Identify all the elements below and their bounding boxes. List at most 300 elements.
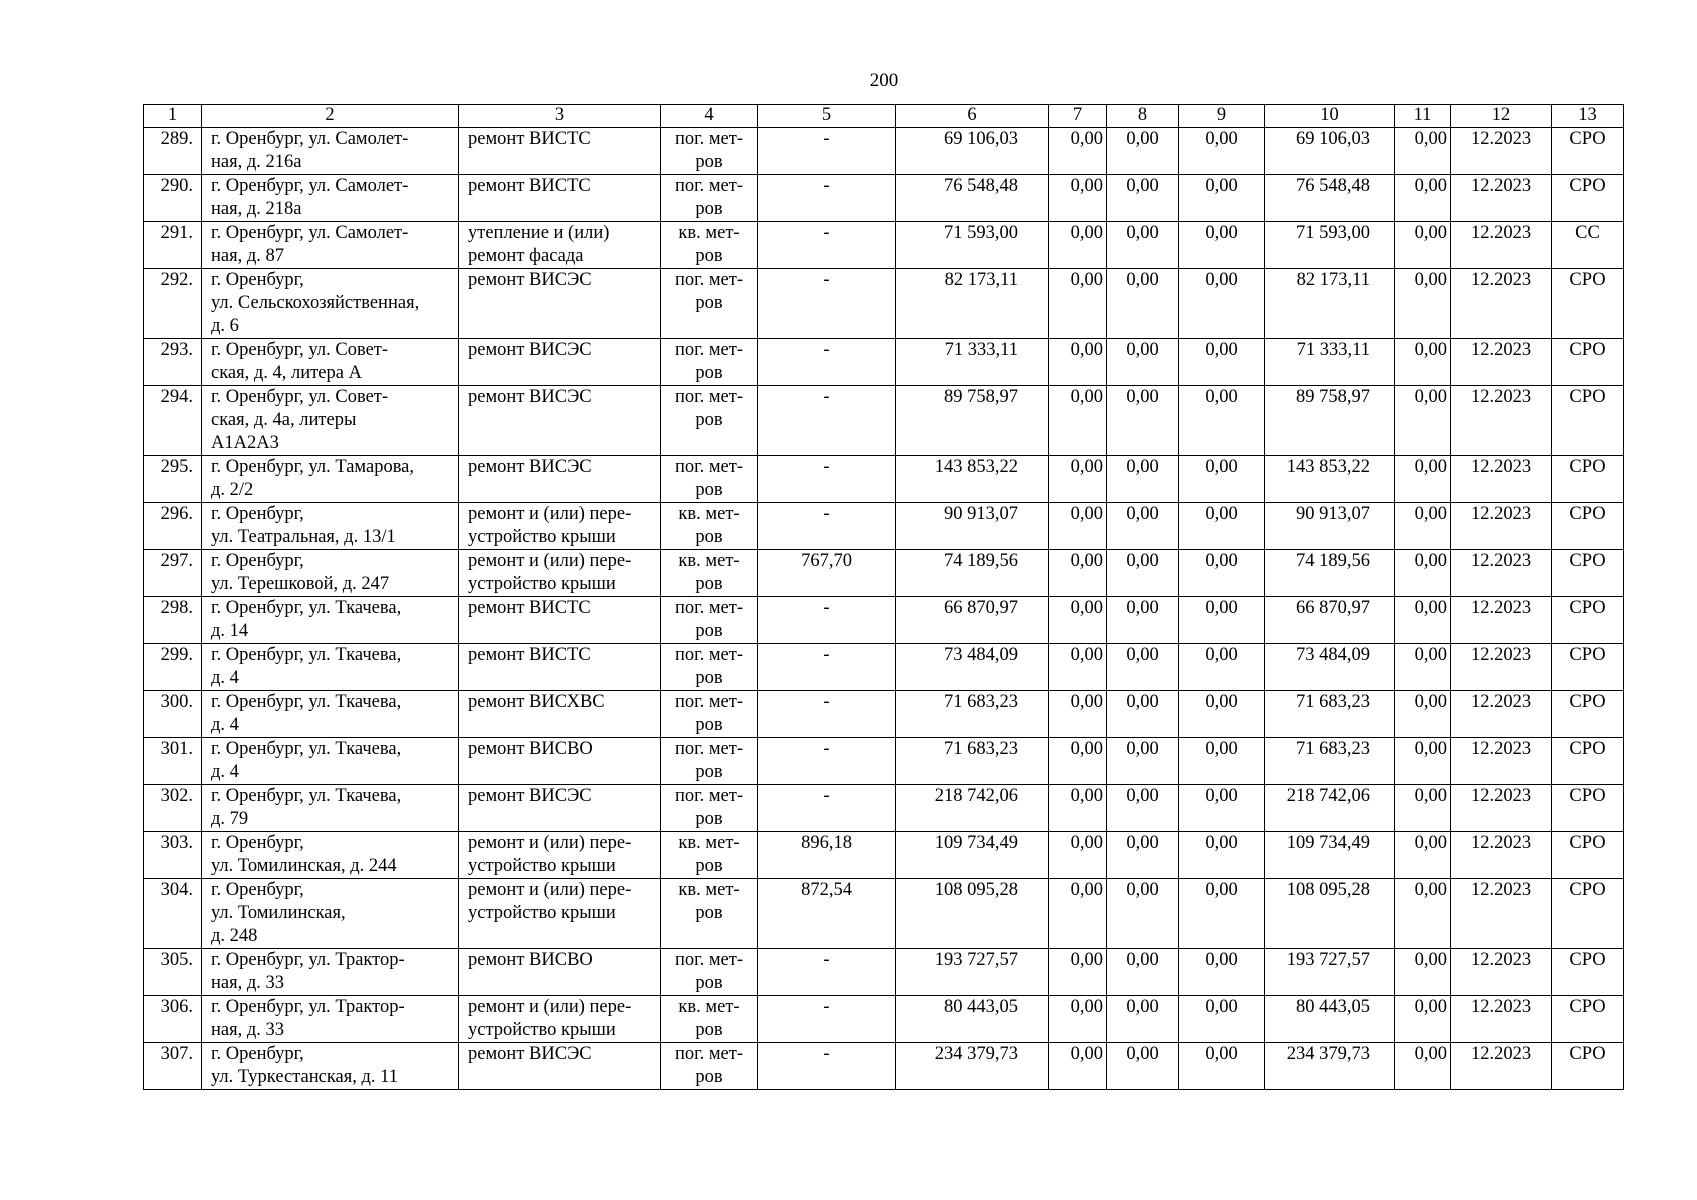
unit-cell-line: кв. мет- — [678, 504, 740, 524]
completion-date-cell: 12.2023 — [1451, 1043, 1552, 1090]
area-cell: - — [758, 269, 896, 339]
completion-date-cell: 12.2023 — [1451, 949, 1552, 996]
row-number: 290. — [144, 175, 202, 222]
address-cell — [202, 175, 459, 222]
area-cell: - — [758, 949, 896, 996]
unit-cell — [661, 691, 758, 738]
other-funds-cell: 0,00 — [1395, 550, 1451, 597]
address-cell — [202, 644, 459, 691]
unit-cell — [661, 644, 758, 691]
address-cell-line: д. 79 — [211, 809, 249, 829]
owners-funds-cell: 71 593,00 — [1265, 222, 1395, 269]
work-type-cell-line: ремонт ВИСТС — [468, 645, 591, 665]
fund-type-cell: СРО — [1552, 550, 1624, 597]
work-type-cell-line: устройство крыши — [468, 903, 616, 923]
work-type-cell-line: ремонт ВИСВО — [468, 950, 593, 970]
local-budget-cell: 0,00 — [1179, 456, 1265, 503]
address-cell — [202, 832, 459, 879]
work-type-cell-line: ремонт и (или) пере- — [468, 504, 632, 524]
local-budget-cell: 0,00 — [1179, 128, 1265, 175]
address-cell — [202, 386, 459, 456]
unit-cell-line: пог. мет- — [674, 340, 744, 360]
page-number: 200 — [869, 70, 899, 91]
column-number: 3 — [459, 105, 661, 128]
table-row — [144, 175, 1624, 222]
unit-cell — [661, 269, 758, 339]
unit-cell — [661, 996, 758, 1043]
total-cost-cell: 80 443,05 — [896, 996, 1049, 1043]
owners-funds-cell: 69 106,03 — [1265, 128, 1395, 175]
address-cell-line: г. Оренбург, ул. Ткачева, — [211, 645, 402, 665]
work-type-cell — [459, 738, 661, 785]
work-type-cell-line: устройство крыши — [468, 856, 616, 876]
address-cell-line: г. Оренбург, ул. Ткачева, — [211, 786, 402, 806]
local-budget-cell: 0,00 — [1179, 222, 1265, 269]
fund-type-cell: СРО — [1552, 832, 1624, 879]
table-row — [144, 222, 1624, 269]
address-cell-line: д. 6 — [211, 316, 239, 336]
regional-budget-cell: 0,00 — [1107, 269, 1179, 339]
unit-cell — [661, 738, 758, 785]
total-cost-cell: 90 913,07 — [896, 503, 1049, 550]
total-cost-cell: 108 095,28 — [896, 879, 1049, 949]
local-budget-cell: 0,00 — [1179, 503, 1265, 550]
fund-cell: 0,00 — [1049, 879, 1107, 949]
column-number-row — [144, 105, 1624, 128]
other-funds-cell: 0,00 — [1395, 949, 1451, 996]
other-funds-cell: 0,00 — [1395, 222, 1451, 269]
unit-cell-line: ров — [695, 199, 723, 219]
local-budget-cell: 0,00 — [1179, 785, 1265, 832]
area-cell: - — [758, 222, 896, 269]
unit-cell — [661, 456, 758, 503]
local-budget-cell: 0,00 — [1179, 550, 1265, 597]
unit-cell-line: ров — [695, 152, 723, 172]
unit-cell-line: пог. мет- — [674, 270, 744, 290]
unit-cell-line: ров — [695, 973, 723, 993]
work-type-cell — [459, 175, 661, 222]
fund-cell: 0,00 — [1049, 644, 1107, 691]
address-cell-line: г. Оренбург, ул. Ткачева, — [211, 692, 402, 712]
regional-budget-cell: 0,00 — [1107, 691, 1179, 738]
fund-type-cell: СРО — [1552, 644, 1624, 691]
completion-date-cell: 12.2023 — [1451, 996, 1552, 1043]
address-cell-line: ная, д. 33 — [211, 1020, 285, 1040]
regional-budget-cell: 0,00 — [1107, 879, 1179, 949]
work-type-cell — [459, 644, 661, 691]
fund-type-cell: СРО — [1552, 691, 1624, 738]
address-cell-line: д. 14 — [211, 621, 249, 641]
regional-budget-cell: 0,00 — [1107, 644, 1179, 691]
row-number: 301. — [144, 738, 202, 785]
address-cell-line: А1А2А3 — [211, 433, 279, 453]
table-row — [144, 339, 1624, 386]
table-body — [144, 105, 1624, 1090]
work-type-cell — [459, 456, 661, 503]
work-type-cell-line: ремонт ВИСТС — [468, 598, 591, 618]
area-cell: - — [758, 644, 896, 691]
address-cell-line: д. 2/2 — [211, 480, 254, 500]
fund-type-cell: СРО — [1552, 879, 1624, 949]
other-funds-cell: 0,00 — [1395, 269, 1451, 339]
row-number: 302. — [144, 785, 202, 832]
unit-cell-line: пог. мет- — [674, 645, 744, 665]
fund-cell: 0,00 — [1049, 738, 1107, 785]
fund-cell: 0,00 — [1049, 597, 1107, 644]
total-cost-cell: 193 727,57 — [896, 949, 1049, 996]
address-cell-line: ская, д. 4а, литеры — [211, 410, 357, 430]
owners-funds-cell: 108 095,28 — [1265, 879, 1395, 949]
column-number: 6 — [896, 105, 1049, 128]
unit-cell-line: ров — [695, 480, 723, 500]
other-funds-cell: 0,00 — [1395, 128, 1451, 175]
fund-type-cell: СРО — [1552, 128, 1624, 175]
work-type-cell-line: устройство крыши — [468, 574, 616, 594]
address-cell-line: г. Оренбург, ул. Ткачева, — [211, 598, 402, 618]
other-funds-cell: 0,00 — [1395, 832, 1451, 879]
address-cell-line: ул. Томилинская, — [211, 903, 346, 923]
regional-budget-cell: 0,00 — [1107, 222, 1179, 269]
address-cell — [202, 339, 459, 386]
owners-funds-cell: 76 548,48 — [1265, 175, 1395, 222]
fund-type-cell: СРО — [1552, 996, 1624, 1043]
address-cell-line: д. 4 — [211, 715, 239, 735]
completion-date-cell: 12.2023 — [1451, 503, 1552, 550]
regional-budget-cell: 0,00 — [1107, 597, 1179, 644]
work-type-cell — [459, 386, 661, 456]
row-number: 294. — [144, 386, 202, 456]
unit-cell-line: ров — [695, 574, 723, 594]
area-cell: - — [758, 503, 896, 550]
other-funds-cell: 0,00 — [1395, 503, 1451, 550]
unit-cell-line: кв. мет- — [678, 223, 740, 243]
column-number: 9 — [1179, 105, 1265, 128]
area-cell: - — [758, 996, 896, 1043]
area-cell: 767,70 — [758, 550, 896, 597]
fund-type-cell: СРО — [1552, 1043, 1624, 1090]
total-cost-cell: 76 548,48 — [896, 175, 1049, 222]
area-cell: - — [758, 386, 896, 456]
unit-cell-line: пог. мет- — [674, 457, 744, 477]
address-cell — [202, 879, 459, 949]
address-cell-line: ул. Театральная, д. 13/1 — [211, 527, 396, 547]
other-funds-cell: 0,00 — [1395, 691, 1451, 738]
address-cell-line: д. 248 — [211, 926, 258, 946]
column-number: 10 — [1265, 105, 1395, 128]
unit-cell — [661, 222, 758, 269]
address-cell-line: г. Оренбург, — [211, 880, 304, 900]
work-type-cell-line: устройство крыши — [468, 527, 616, 547]
table-row — [144, 550, 1624, 597]
row-number: 289. — [144, 128, 202, 175]
other-funds-cell: 0,00 — [1395, 879, 1451, 949]
address-cell-line: г. Оренбург, ул. Ткачева, — [211, 739, 402, 759]
row-number: 298. — [144, 597, 202, 644]
unit-cell — [661, 832, 758, 879]
owners-funds-cell: 89 758,97 — [1265, 386, 1395, 456]
area-cell: - — [758, 456, 896, 503]
fund-cell: 0,00 — [1049, 1043, 1107, 1090]
unit-cell-line: кв. мет- — [678, 997, 740, 1017]
fund-cell: 0,00 — [1049, 128, 1107, 175]
fund-cell: 0,00 — [1049, 996, 1107, 1043]
completion-date-cell: 12.2023 — [1451, 386, 1552, 456]
regional-budget-cell: 0,00 — [1107, 128, 1179, 175]
owners-funds-cell: 73 484,09 — [1265, 644, 1395, 691]
area-cell: 896,18 — [758, 832, 896, 879]
total-cost-cell: 71 333,11 — [896, 339, 1049, 386]
owners-funds-cell: 109 734,49 — [1265, 832, 1395, 879]
owners-funds-cell: 80 443,05 — [1265, 996, 1395, 1043]
completion-date-cell: 12.2023 — [1451, 339, 1552, 386]
work-type-cell — [459, 785, 661, 832]
other-funds-cell: 0,00 — [1395, 644, 1451, 691]
unit-cell-line: кв. мет- — [678, 551, 740, 571]
fund-type-cell: СРО — [1552, 339, 1624, 386]
other-funds-cell: 0,00 — [1395, 1043, 1451, 1090]
work-type-cell-line: ремонт ВИСТС — [468, 129, 591, 149]
address-cell-line: г. Оренбург, ул. Самолет- — [211, 223, 409, 243]
work-type-cell — [459, 222, 661, 269]
table-row — [144, 456, 1624, 503]
column-number: 4 — [661, 105, 758, 128]
unit-cell-line: ров — [695, 527, 723, 547]
work-type-cell-line: ремонт ВИСВО — [468, 739, 593, 759]
address-cell-line: г. Оренбург, — [211, 1044, 304, 1064]
completion-date-cell: 12.2023 — [1451, 832, 1552, 879]
unit-cell-line: ров — [695, 668, 723, 688]
unit-cell-line: ров — [695, 715, 723, 735]
unit-cell-line: кв. мет- — [678, 880, 740, 900]
address-cell — [202, 785, 459, 832]
capital-repair-table — [143, 104, 1624, 1090]
fund-type-cell: СРО — [1552, 949, 1624, 996]
regional-budget-cell: 0,00 — [1107, 1043, 1179, 1090]
regional-budget-cell: 0,00 — [1107, 785, 1179, 832]
owners-funds-cell: 218 742,06 — [1265, 785, 1395, 832]
local-budget-cell: 0,00 — [1179, 949, 1265, 996]
local-budget-cell: 0,00 — [1179, 832, 1265, 879]
completion-date-cell: 12.2023 — [1451, 269, 1552, 339]
fund-cell: 0,00 — [1049, 503, 1107, 550]
fund-type-cell: СРО — [1552, 503, 1624, 550]
address-cell — [202, 128, 459, 175]
fund-type-cell: СРО — [1552, 738, 1624, 785]
local-budget-cell: 0,00 — [1179, 879, 1265, 949]
area-cell: - — [758, 691, 896, 738]
total-cost-cell: 82 173,11 — [896, 269, 1049, 339]
fund-type-cell: СРО — [1552, 269, 1624, 339]
other-funds-cell: 0,00 — [1395, 175, 1451, 222]
work-type-cell — [459, 269, 661, 339]
address-cell-line: ул. Туркестанская, д. 11 — [211, 1067, 398, 1087]
work-type-cell-line: ремонт ВИСЭС — [468, 786, 592, 806]
unit-cell — [661, 949, 758, 996]
owners-funds-cell: 71 683,23 — [1265, 691, 1395, 738]
row-number: 299. — [144, 644, 202, 691]
regional-budget-cell: 0,00 — [1107, 550, 1179, 597]
work-type-cell — [459, 879, 661, 949]
address-cell-line: г. Оренбург, ул. Совет- — [211, 387, 389, 407]
regional-budget-cell: 0,00 — [1107, 996, 1179, 1043]
unit-cell — [661, 175, 758, 222]
unit-cell-line: пог. мет- — [674, 739, 744, 759]
column-number: 12 — [1451, 105, 1552, 128]
owners-funds-cell: 74 189,56 — [1265, 550, 1395, 597]
completion-date-cell: 12.2023 — [1451, 597, 1552, 644]
unit-cell — [661, 550, 758, 597]
local-budget-cell: 0,00 — [1179, 738, 1265, 785]
completion-date-cell: 12.2023 — [1451, 879, 1552, 949]
table-row — [144, 949, 1624, 996]
address-cell-line: г. Оренбург, ул. Самолет- — [211, 176, 409, 196]
other-funds-cell: 0,00 — [1395, 785, 1451, 832]
unit-cell-line: пог. мет- — [674, 786, 744, 806]
table-row — [144, 832, 1624, 879]
fund-type-cell: СС — [1552, 222, 1624, 269]
unit-cell-line: пог. мет- — [674, 692, 744, 712]
fund-type-cell: СРО — [1552, 597, 1624, 644]
row-number: 296. — [144, 503, 202, 550]
unit-cell — [661, 386, 758, 456]
total-cost-cell: 73 484,09 — [896, 644, 1049, 691]
fund-cell: 0,00 — [1049, 386, 1107, 456]
unit-cell — [661, 339, 758, 386]
unit-cell — [661, 128, 758, 175]
unit-cell-line: кв. мет- — [678, 833, 740, 853]
address-cell-line: д. 4 — [211, 668, 239, 688]
local-budget-cell: 0,00 — [1179, 996, 1265, 1043]
work-type-cell — [459, 597, 661, 644]
total-cost-cell: 71 683,23 — [896, 738, 1049, 785]
total-cost-cell: 71 683,23 — [896, 691, 1049, 738]
fund-cell: 0,00 — [1049, 222, 1107, 269]
regional-budget-cell: 0,00 — [1107, 738, 1179, 785]
unit-cell-line: ров — [695, 762, 723, 782]
owners-funds-cell: 71 683,23 — [1265, 738, 1395, 785]
column-number: 13 — [1552, 105, 1624, 128]
completion-date-cell: 12.2023 — [1451, 128, 1552, 175]
address-cell-line: ул. Терешковой, д. 247 — [211, 574, 390, 594]
regional-budget-cell: 0,00 — [1107, 175, 1179, 222]
address-cell-line: ная, д. 218а — [211, 199, 302, 219]
unit-cell-line: пог. мет- — [674, 387, 744, 407]
local-budget-cell: 0,00 — [1179, 386, 1265, 456]
unit-cell-line: пог. мет- — [674, 1044, 744, 1064]
table-row — [144, 691, 1624, 738]
work-type-cell-line: ремонт ВИСЭС — [468, 457, 592, 477]
row-number: 307. — [144, 1043, 202, 1090]
area-cell: - — [758, 339, 896, 386]
area-cell: - — [758, 1043, 896, 1090]
address-cell — [202, 996, 459, 1043]
address-cell — [202, 222, 459, 269]
unit-cell — [661, 1043, 758, 1090]
fund-cell: 0,00 — [1049, 691, 1107, 738]
total-cost-cell: 66 870,97 — [896, 597, 1049, 644]
work-type-cell-line: ремонт и (или) пере- — [468, 551, 632, 571]
owners-funds-cell: 234 379,73 — [1265, 1043, 1395, 1090]
completion-date-cell: 12.2023 — [1451, 222, 1552, 269]
address-cell — [202, 1043, 459, 1090]
unit-cell-line: ров — [695, 621, 723, 641]
work-type-cell-line: ремонт и (или) пере- — [468, 997, 632, 1017]
work-type-cell — [459, 339, 661, 386]
work-type-cell — [459, 128, 661, 175]
total-cost-cell: 109 734,49 — [896, 832, 1049, 879]
address-cell — [202, 738, 459, 785]
unit-cell-line: пог. мет- — [674, 950, 744, 970]
owners-funds-cell: 193 727,57 — [1265, 949, 1395, 996]
completion-date-cell: 12.2023 — [1451, 691, 1552, 738]
unit-cell-line: ров — [695, 903, 723, 923]
row-number: 304. — [144, 879, 202, 949]
address-cell-line: г. Оренбург, — [211, 833, 304, 853]
unit-cell-line: ров — [695, 856, 723, 876]
row-number: 293. — [144, 339, 202, 386]
area-cell: - — [758, 597, 896, 644]
row-number: 297. — [144, 550, 202, 597]
address-cell-line: ная, д. 87 — [211, 246, 285, 266]
column-number: 8 — [1107, 105, 1179, 128]
address-cell — [202, 456, 459, 503]
unit-cell-line: ров — [695, 809, 723, 829]
table-row — [144, 738, 1624, 785]
unit-cell-line: ров — [695, 410, 723, 430]
work-type-cell-line: ремонт ВИСЭС — [468, 1044, 592, 1064]
address-cell — [202, 691, 459, 738]
unit-cell — [661, 785, 758, 832]
area-cell: 872,54 — [758, 879, 896, 949]
total-cost-cell: 218 742,06 — [896, 785, 1049, 832]
completion-date-cell: 12.2023 — [1451, 738, 1552, 785]
area-cell: - — [758, 175, 896, 222]
address-cell — [202, 503, 459, 550]
total-cost-cell: 89 758,97 — [896, 386, 1049, 456]
area-cell: - — [758, 785, 896, 832]
unit-cell — [661, 879, 758, 949]
work-type-cell — [459, 691, 661, 738]
work-type-cell-line: ремонт фасада — [468, 246, 584, 266]
work-type-cell-line: ремонт ВИСЭС — [468, 340, 592, 360]
work-type-cell-line: утепление и (или) — [468, 223, 610, 243]
work-type-cell — [459, 503, 661, 550]
unit-cell-line: ров — [695, 1020, 723, 1040]
fund-cell: 0,00 — [1049, 785, 1107, 832]
table-row — [144, 503, 1624, 550]
column-number: 1 — [144, 105, 202, 128]
fund-cell: 0,00 — [1049, 550, 1107, 597]
address-cell-line: ул. Томилинская, д. 244 — [211, 856, 397, 876]
local-budget-cell: 0,00 — [1179, 1043, 1265, 1090]
area-cell: - — [758, 738, 896, 785]
local-budget-cell: 0,00 — [1179, 644, 1265, 691]
other-funds-cell: 0,00 — [1395, 597, 1451, 644]
completion-date-cell: 12.2023 — [1451, 644, 1552, 691]
row-number: 295. — [144, 456, 202, 503]
address-cell-line: ская, д. 4, литера А — [211, 363, 362, 383]
column-number: 7 — [1049, 105, 1107, 128]
local-budget-cell: 0,00 — [1179, 597, 1265, 644]
row-number: 300. — [144, 691, 202, 738]
table-row — [144, 879, 1624, 949]
local-budget-cell: 0,00 — [1179, 691, 1265, 738]
unit-cell-line: пог. мет- — [674, 598, 744, 618]
work-type-cell — [459, 550, 661, 597]
work-type-cell — [459, 1043, 661, 1090]
address-cell — [202, 949, 459, 996]
address-cell-line: г. Оренбург, — [211, 504, 304, 524]
